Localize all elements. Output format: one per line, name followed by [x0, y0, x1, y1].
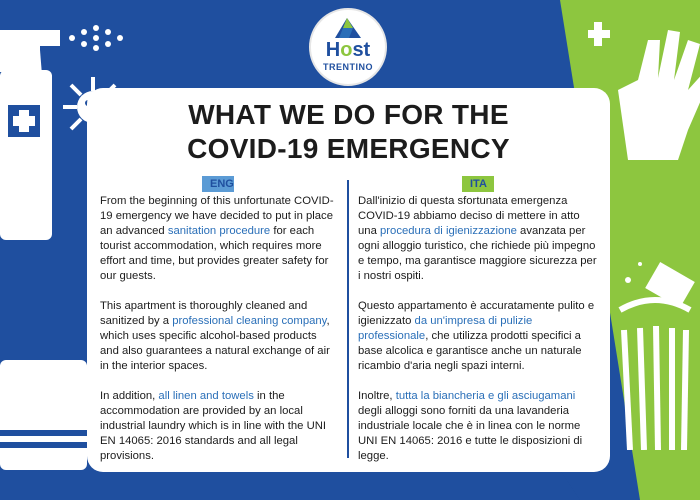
- title-line-2: COVID-19 EMERGENCY: [187, 133, 510, 164]
- english-column: [100, 194, 338, 479]
- towel-icon: [0, 360, 87, 500]
- eng-paragraph-2: This apartment is thoroughly cleaned and sanitized by a professional cleaning company, which uses specific alcohol-based products and also guarantees a natural exchange of air in the interior spaces.: [100, 300, 330, 372]
- ita-paragraph-2: Questo appartamento è accuratamente pulito e igienizzato da un'impresa di pulizie professionale, che utilizza prodotti specifici a base alcolica e garantisce anche un naturale ricambio d'aria negli spazi interni.: [358, 300, 595, 372]
- ita-paragraph-3: Inoltre, tutta la biancheria e gli asciugamani degli alloggi sono forniti da una lavanderia industriale locale che è in linea con le norme UNI EN 14065: 2016 e tutte le disposizioni di legge.: [358, 390, 583, 462]
- logo-mountain-icon: [333, 16, 363, 40]
- ita-paragraph-1: Dall'inizio di questa sfortunata emergenza COVID-19 abbiamo deciso di mettere in atto una procedura di igienizzazione avanzata per ogni alloggio turistico, che richiede più impegno e tempo, ma garantisce maggiore sicurezza per i nostri ospiti.: [358, 195, 597, 282]
- column-divider: [347, 180, 349, 458]
- eng-badge: ENG: [202, 176, 234, 192]
- cleaning-bucket-icon: [610, 250, 700, 450]
- eng-paragraph-1: From the beginning of this unfortunate COVID-19 emergency we have decided to put in place an advanced sanitation procedure for each tourist accommodation, which requires more effort and time, but provides greater safety for our guests.: [100, 195, 334, 282]
- logo-region: TRENTINO: [323, 62, 373, 72]
- host-trentino-logo: [309, 8, 387, 86]
- eng-paragraph-3: In addition, all linen and towels in the accommodation are provided by an local industrial laundry which is in line with the UNI EN 14065: 2016 standards and all legal provisions.: [100, 390, 327, 462]
- info-card: [87, 88, 610, 472]
- ita-badge: ITA: [462, 176, 494, 192]
- title-line-1: WHAT WE DO FOR THE: [188, 99, 509, 130]
- logo-text: Host: [325, 39, 371, 61]
- italian-column: [358, 194, 598, 479]
- page-title: [87, 98, 610, 166]
